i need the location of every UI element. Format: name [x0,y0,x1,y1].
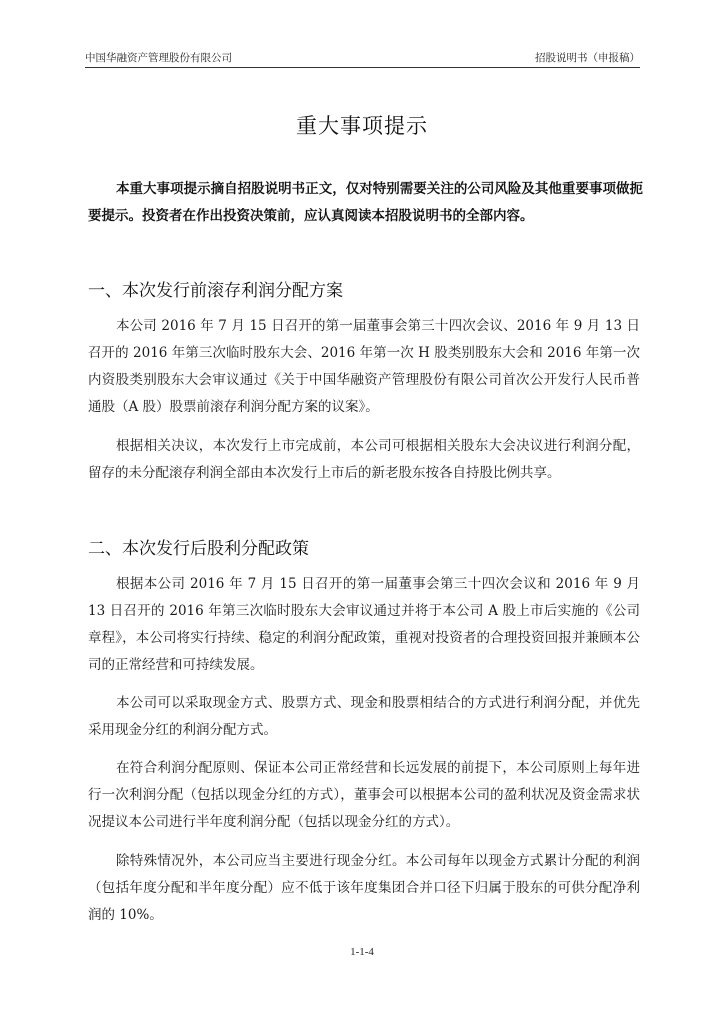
document-title: 重大事项提示 [296,114,428,139]
page-number: 1-1-4 [350,946,374,958]
section-2-paragraph-3: 在符合利润分配原则、保证本公司正常经营和长远发展的前提下，本公司原则上每年进行一次利润分配（包括以现金分红的方式），董事会可以根据本公司的盈利状况及资金需求状况提议本公司进行半年度利润分配（包括以现金分红的方式）。 [88,760,640,830]
page-header [85,50,640,66]
section-2-paragraph-2: 本公司可以采取现金方式、股票方式、现金和股票相结合的方式进行利润分配，并优先采用现金分红的利润分配方式。 [88,695,640,738]
section-heading-2: 二、本次发行后股利分配政策 [88,539,309,559]
header-document-type: 招股说明书（申报稿） [535,52,640,64]
header-divider [85,67,640,68]
section-1-paragraph-1: 本公司 2016 年 7 月 15 日召开的第一届董事会第三十四次会议、2016 年 9 月 13 日召开的 2016 年第三次临时股东大会、2016 年第一次 H 股类别股东大会和 2016 年第一次内资股类别股东大会审议通过《关于中国华融资产管理股份有限公司首次公开发行人民币普通股（A 股）股票前滚存利润分配方案的议案》。 [88,318,640,415]
header-company-name: 中国华融资产管理股份有限公司 [85,52,232,64]
section-1-paragraph-2: 根据相关决议，本次发行上市完成前，本公司可根据相关股东大会决议进行利润分配，留存的未分配滚存利润全部由本次发行上市后的新老股东按各自持股比例共享。 [88,438,640,481]
intro-paragraph: 本重大事项提示摘自招股说明书正文，仅对特别需要关注的公司风险及其他重要事项做扼要提示。投资者在作出投资决策前，应认真阅读本招股说明书的全部内容。 [88,181,643,224]
section-heading-1: 一、本次发行前滚存利润分配方案 [88,281,343,301]
section-2-paragraph-4: 除特殊情况外，本公司应当主要进行现金分红。本公司每年以现金方式累计分配的利润（包括年度分配和半年度分配）应不低于该年度集团合并口径下归属于股东的可供分配净利润的 10%。 [88,853,640,923]
section-2-paragraph-1: 根据本公司 2016 年 7 月 15 日召开的第一届董事会第三十四次会议和 2016 年 9 月 13 日召开的 2016 年第三次临时股东大会审议通过并将于本公司 A 股上市后实施的《公司章程》，本公司将实行持续、稳定的利润分配政策，重视对投资者的合理投资回报并兼顾本公司的正常经营和可持续发展。 [88,576,640,673]
